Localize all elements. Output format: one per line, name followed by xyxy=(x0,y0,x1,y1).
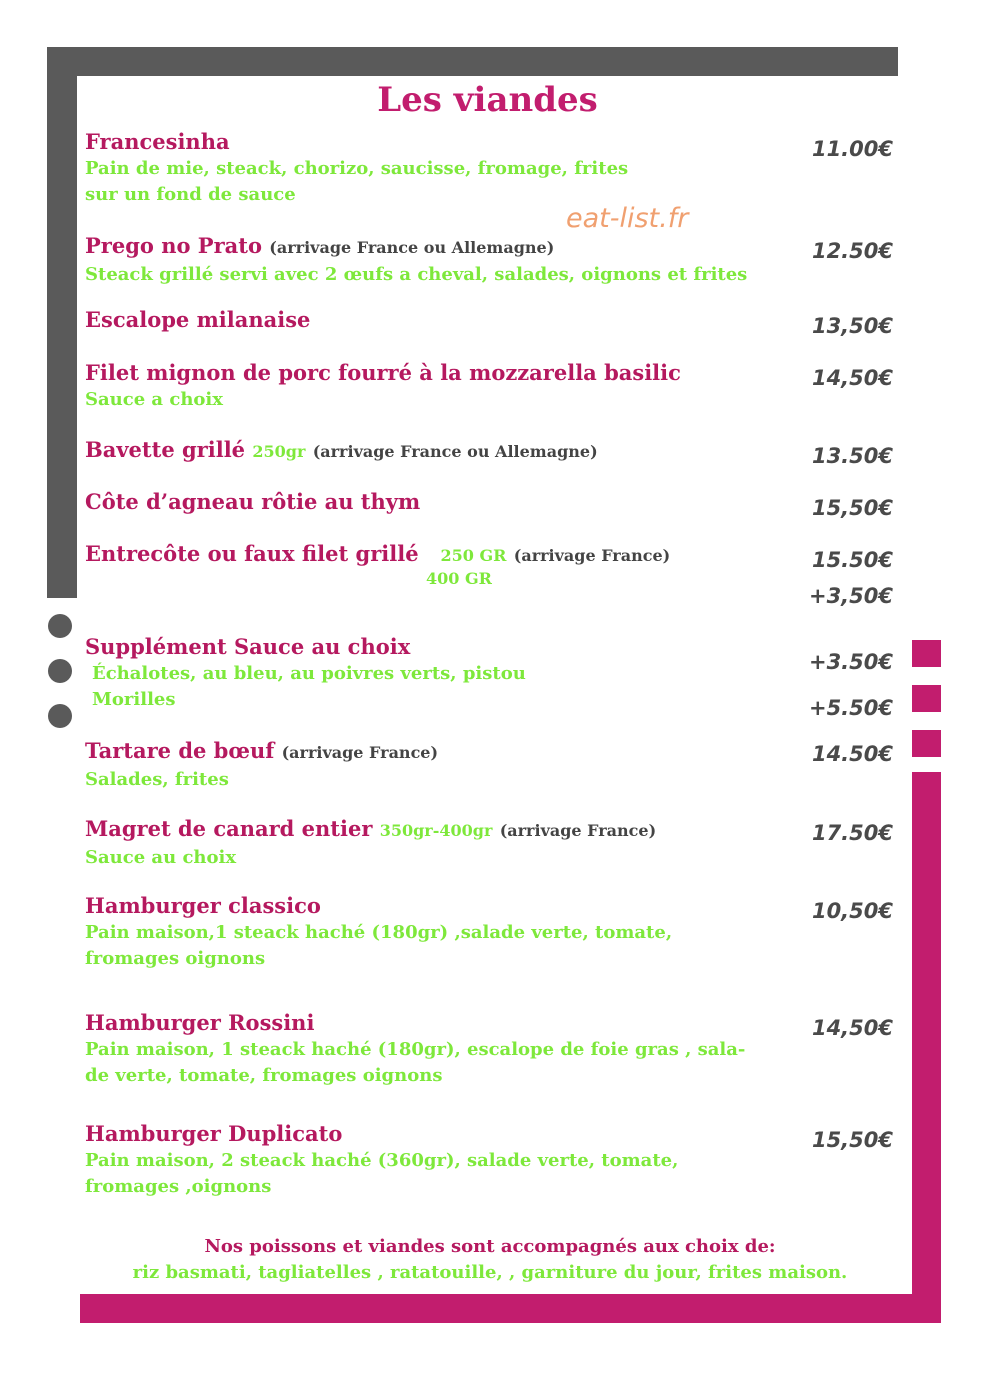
item-price: 14,50€ xyxy=(811,366,893,390)
item-note: (arrivage France ou Allemagne) xyxy=(312,442,598,461)
decor-dot xyxy=(48,659,72,683)
frame-bottom-bar xyxy=(80,1294,941,1323)
decor-dot xyxy=(48,614,72,638)
item-name: Magret de canard entier xyxy=(85,816,373,841)
item-description: Pain de mie, steack, chorizo, saucisse, fromage, frites sur un fond de sauce xyxy=(85,158,629,205)
item-name: Escalope milanaise xyxy=(85,307,311,332)
item-price: 15.50€ xyxy=(811,548,893,572)
page-title: Les viandes xyxy=(377,80,598,120)
item-price: 11.00€ xyxy=(811,137,893,161)
item-note: (arrivage France) xyxy=(499,821,657,840)
item-description: Pain maison, 2 steack haché (360gr), salade verte, tomate, fromages ,oignons xyxy=(85,1150,679,1197)
item-description: Salades, frites xyxy=(85,769,229,790)
item-price: 17.50€ xyxy=(811,821,893,845)
frame-left-bar xyxy=(47,47,77,598)
item-price-alt: +5.50€ xyxy=(808,696,893,720)
decor-dot xyxy=(48,704,72,728)
item-description: Pain maison,1 steack haché (180gr) ,salade verte, tomate, fromages oignons xyxy=(85,922,673,969)
menu-item xyxy=(85,737,805,793)
menu-item xyxy=(85,892,805,972)
item-price: +3.50€ xyxy=(808,650,893,674)
item-name: Entrecôte ou faux filet grillé xyxy=(85,541,419,566)
item-price: 13.50€ xyxy=(811,444,893,468)
item-price: 14.50€ xyxy=(811,742,893,766)
frame-top-bar xyxy=(47,47,898,76)
menu-item xyxy=(85,1120,805,1200)
item-description: Échalotes, au bleu, au poivres verts, pistou xyxy=(92,663,526,684)
item-price: 14,50€ xyxy=(811,1016,893,1040)
menu-item xyxy=(85,815,805,871)
menu-item xyxy=(85,540,805,570)
watermark: eat-list.fr xyxy=(566,203,689,234)
item-description: Sauce au choix xyxy=(85,847,237,868)
menu-item xyxy=(85,633,805,713)
item-note: (arrivage France ou Allemagne) xyxy=(269,238,555,257)
item-name-line xyxy=(85,815,805,845)
item-price: 13,50€ xyxy=(811,314,893,338)
decor-square xyxy=(912,685,941,712)
decor-square xyxy=(912,730,941,757)
item-price: 12.50€ xyxy=(811,239,893,263)
item-name-line xyxy=(85,232,805,262)
item-name: Prego no Prato xyxy=(85,233,262,258)
item-price: 10,50€ xyxy=(811,899,893,923)
item-name-line xyxy=(85,540,805,570)
item-price: 15,50€ xyxy=(811,496,893,520)
item-weight: 350gr-400gr xyxy=(379,821,493,840)
menu-item xyxy=(85,128,805,208)
item-description-alt: Morilles xyxy=(92,689,176,710)
item-name: Filet mignon de porc fourré à la mozzarella basilic xyxy=(85,360,681,385)
item-weight: 250 GR xyxy=(440,546,507,565)
item-note: (arrivage France) xyxy=(513,546,671,565)
item-name: Côte d’agneau rôtie au thym xyxy=(85,489,421,514)
item-description: Steack grillé servi avec 2 œufs a cheval, salades, oignons et frites xyxy=(85,264,748,285)
item-description: Pain maison, 1 steack haché (180gr), escalope de foie gras , sala- de verte, tomate, fromages oignons xyxy=(85,1039,746,1086)
item-price-supplement: +3,50€ xyxy=(808,584,893,608)
item-name: Hamburger classico xyxy=(85,893,321,918)
frame-right-bar xyxy=(912,772,941,1323)
item-name-line xyxy=(85,737,805,767)
item-name-line xyxy=(85,436,805,466)
footer-heading: Nos poissons et viandes sont accompagnés aux choix de: xyxy=(204,1236,776,1257)
item-name: Bavette grillé xyxy=(85,437,246,462)
item-name: Supplément Sauce au choix xyxy=(85,634,411,659)
item-name: Hamburger Duplicato xyxy=(85,1121,343,1146)
item-name: Tartare de bœuf xyxy=(85,738,275,763)
menu-item xyxy=(85,436,805,466)
menu-item xyxy=(85,359,805,413)
menu-item xyxy=(85,488,805,516)
item-description: Sauce a choix xyxy=(85,389,223,410)
footer-sides: riz basmati, tagliatelles , ratatouille, , garniture du jour, frites maison. xyxy=(132,1262,848,1283)
item-weight: 250gr xyxy=(252,442,306,461)
item-weight-alt: 400 GR xyxy=(426,569,492,588)
item-name: Francesinha xyxy=(85,129,230,154)
menu-item xyxy=(85,306,805,334)
menu-item xyxy=(85,232,805,288)
decor-square xyxy=(912,640,941,667)
item-price: 15,50€ xyxy=(811,1128,893,1152)
menu-item xyxy=(85,1009,805,1089)
item-name: Hamburger Rossini xyxy=(85,1010,315,1035)
item-note: (arrivage France) xyxy=(281,743,439,762)
